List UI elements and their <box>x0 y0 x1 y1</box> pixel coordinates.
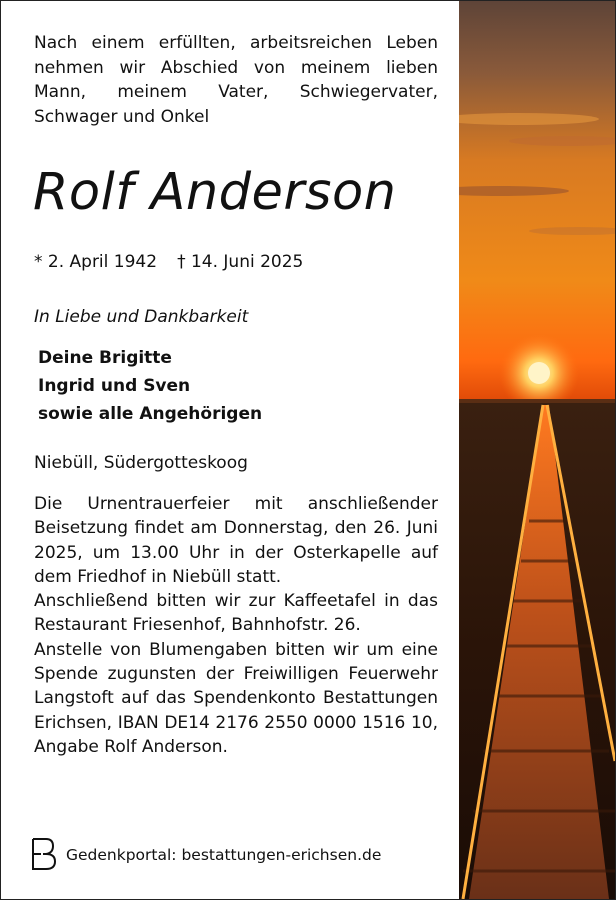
intro-text: Nach einem erfüllten, arbeitsreichen Leben nehmen wir Abschied von meinem lieben Mann, meinem Vater, Schwiegervater, Schwager und Onkel <box>34 33 438 127</box>
birth-date: * 2. April 1942 <box>34 252 158 272</box>
death-date: † 14. Juni 2025 <box>177 252 304 272</box>
signatory: Ingrid und Sven <box>38 376 191 396</box>
paragraph-ceremony: Die Urnentrauerfeier mit anschließender Beisetzung findet am Donnerstag, den 26. Juni 2025, um 13.00 Uhr in der Osterkapelle auf dem Friedhof in Niebüll statt. <box>34 494 438 587</box>
photo-graphic <box>459 1 615 899</box>
text-column <box>1 1 459 899</box>
signatory: sowie alle Angehörigen <box>38 404 263 424</box>
footer <box>31 837 441 873</box>
dedication: In Liebe und Dankbarkeit <box>34 307 249 327</box>
sunset-railway-photo <box>459 1 615 899</box>
place: Niebüll, Südergotteskoog <box>34 453 248 473</box>
eb-monogram-icon <box>31 837 57 871</box>
paragraph-donation: Anstelle von Blumengaben bitten wir um eine Spende zugunsten der Freiwilligen Feuerwehr Langstoft auf das Spendenkonto Bestattungen Erichsen, IBAN DE14 2176 2550 0000 1516 10, Angabe Rolf Anderson. <box>34 639 438 757</box>
service-details <box>34 492 438 759</box>
signatories <box>38 344 262 428</box>
deceased-name: Rolf Anderson <box>33 163 397 222</box>
life-dates <box>34 252 303 272</box>
memorial-portal-link[interactable]: Gedenkportal: bestattungen-erichsen.de <box>66 846 382 864</box>
signatory: Deine Brigitte <box>38 348 172 368</box>
paragraph-reception: Anschließend bitten wir zur Kaffeetafel in das Restaurant Friesenhof, Bahnhofstr. 26. <box>34 591 438 636</box>
